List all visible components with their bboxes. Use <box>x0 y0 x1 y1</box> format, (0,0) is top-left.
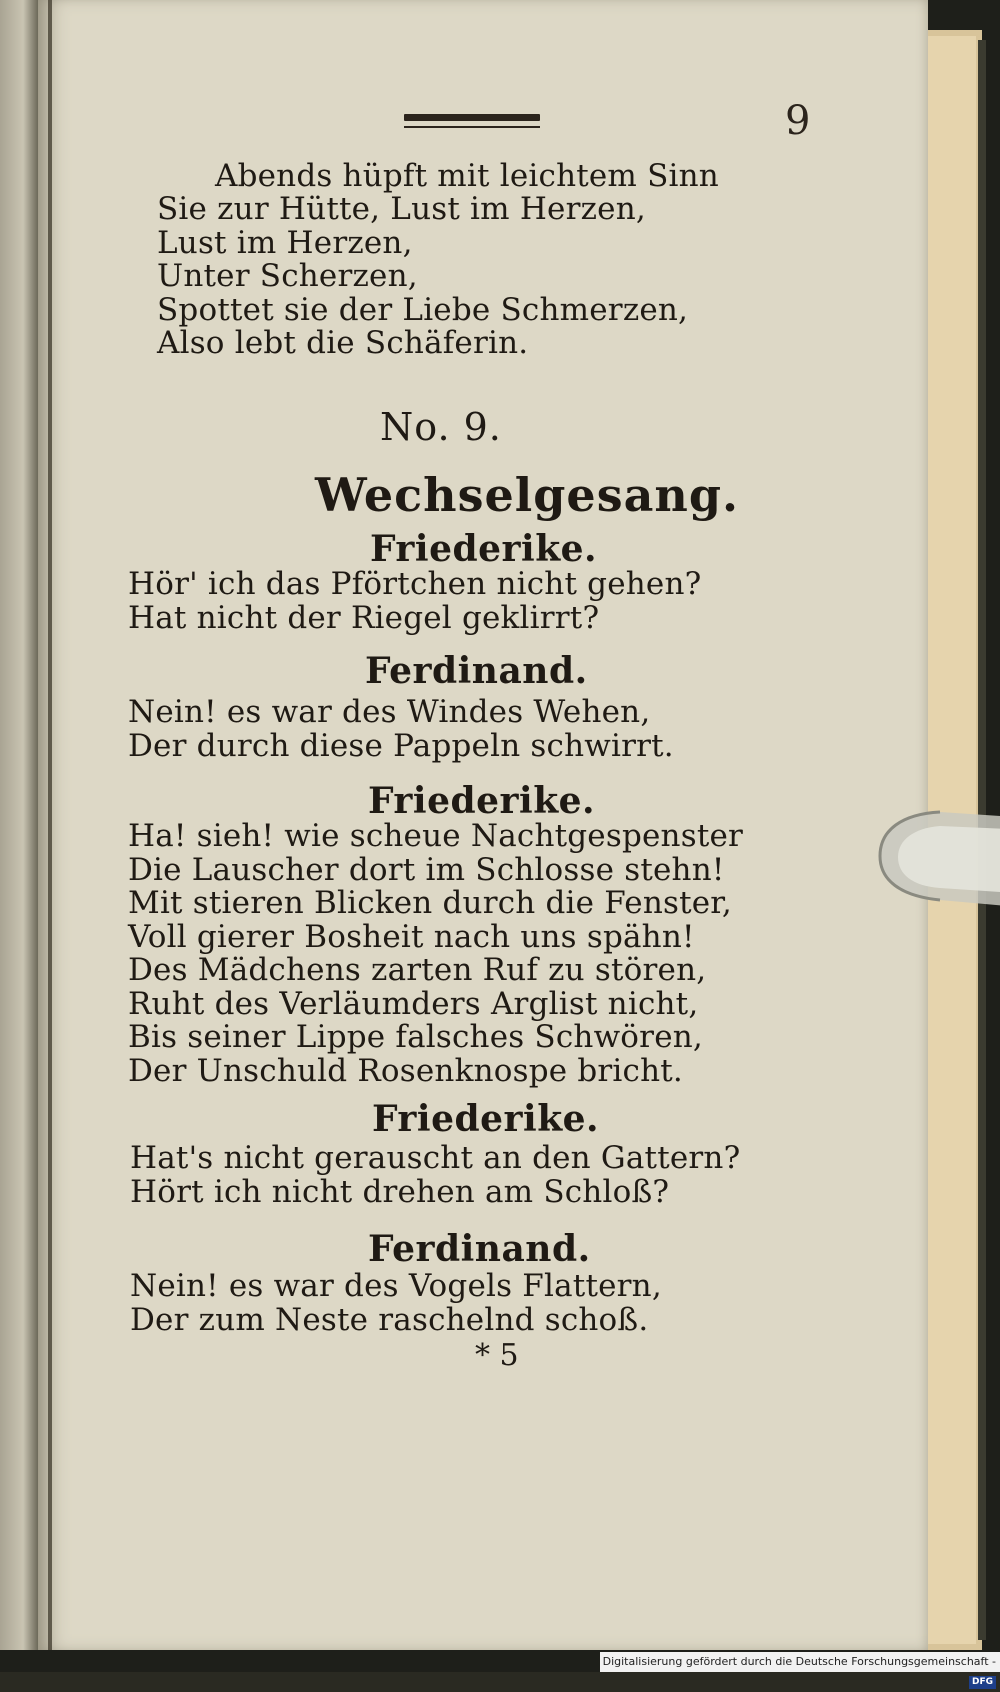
speaker-label: Friederike. <box>370 528 598 570</box>
spine-gutter <box>48 0 52 1650</box>
poem-title: Wechselgesang. <box>315 468 740 522</box>
dialogue-line: Hat nicht der Riegel geklirrt? <box>128 599 600 636</box>
dialogue-line: Der durch diese Pappeln schwirrt. <box>128 727 674 764</box>
speaker-label: Friederike. <box>372 1098 600 1140</box>
dialogue-lines <box>130 1270 662 1337</box>
poem-number-heading: No. 9. <box>380 405 502 449</box>
dialogue-line: Bis seiner Lippe falsches Schwören, <box>128 1019 703 1055</box>
page-number: 9 <box>785 98 811 144</box>
stanza-line: Spottet sie der Liebe Schmerzen, <box>157 291 689 328</box>
dialogue-lines <box>128 696 674 763</box>
dialogue-line: Ha! sieh! wie scheue Nachtgespenster <box>128 818 744 854</box>
digitization-credit <box>600 1652 1000 1687</box>
dialogue-line: Hört ich nicht drehen am Schloß? <box>130 1173 670 1210</box>
left-page-edge <box>0 0 42 1650</box>
credit-text: Digitalisierung gefördert durch die Deutsche Forschungsgemeinschaft - <box>602 1655 996 1668</box>
dialogue-line: Voll gierer Bosheit nach uns spähn! <box>128 918 695 955</box>
dialogue-line: Mit stieren Blicken durch die Fenster, <box>128 885 732 921</box>
stanza-line: Lust im Herzen, <box>157 224 413 261</box>
stanza-line: Sie zur Hütte, Lust im Herzen, <box>157 191 646 227</box>
dialogue-line: Nein! es war des Vogels Flattern, <box>130 1268 662 1304</box>
dialogue-line: Die Lauscher dort im Schlosse stehn! <box>128 851 725 888</box>
dfg-logo: DFG <box>969 1676 996 1689</box>
page-clip <box>840 800 1000 920</box>
dialogue-lines <box>128 820 743 1088</box>
dialogue-line: Des Mädchens zarten Ruf zu stören, <box>128 952 707 988</box>
dialogue-line: Der Unschuld Rosenknospe bricht. <box>128 1052 683 1089</box>
dialogue-line: Ruht des Verläumders Arglist nicht, <box>128 985 699 1022</box>
header-ornament <box>404 112 540 132</box>
stanza-line: Unter Scherzen, <box>157 258 418 294</box>
speaker-label: Ferdinand. <box>368 1228 591 1270</box>
signature-mark: * 5 <box>475 1338 519 1373</box>
speaker-label: Ferdinand. <box>365 650 588 692</box>
top-stanza-line-1: Abends hüpft mit leichtem Sinn <box>215 158 719 194</box>
speaker-label: Friederike. <box>368 780 596 822</box>
dialogue-lines <box>130 1142 740 1209</box>
top-stanza-rest <box>157 193 688 361</box>
dialogue-lines <box>128 568 701 635</box>
stanza-line: Also lebt die Schäferin. <box>157 325 529 361</box>
dialogue-line: Der zum Neste raschelnd schoß. <box>130 1301 649 1338</box>
dialogue-line: Nein! es war des Windes Wehen, <box>128 694 651 730</box>
dialogue-line: Hat's nicht gerauscht an den Gattern? <box>130 1140 741 1176</box>
dialogue-line: Hör' ich das Pförtchen nicht gehen? <box>128 566 702 602</box>
